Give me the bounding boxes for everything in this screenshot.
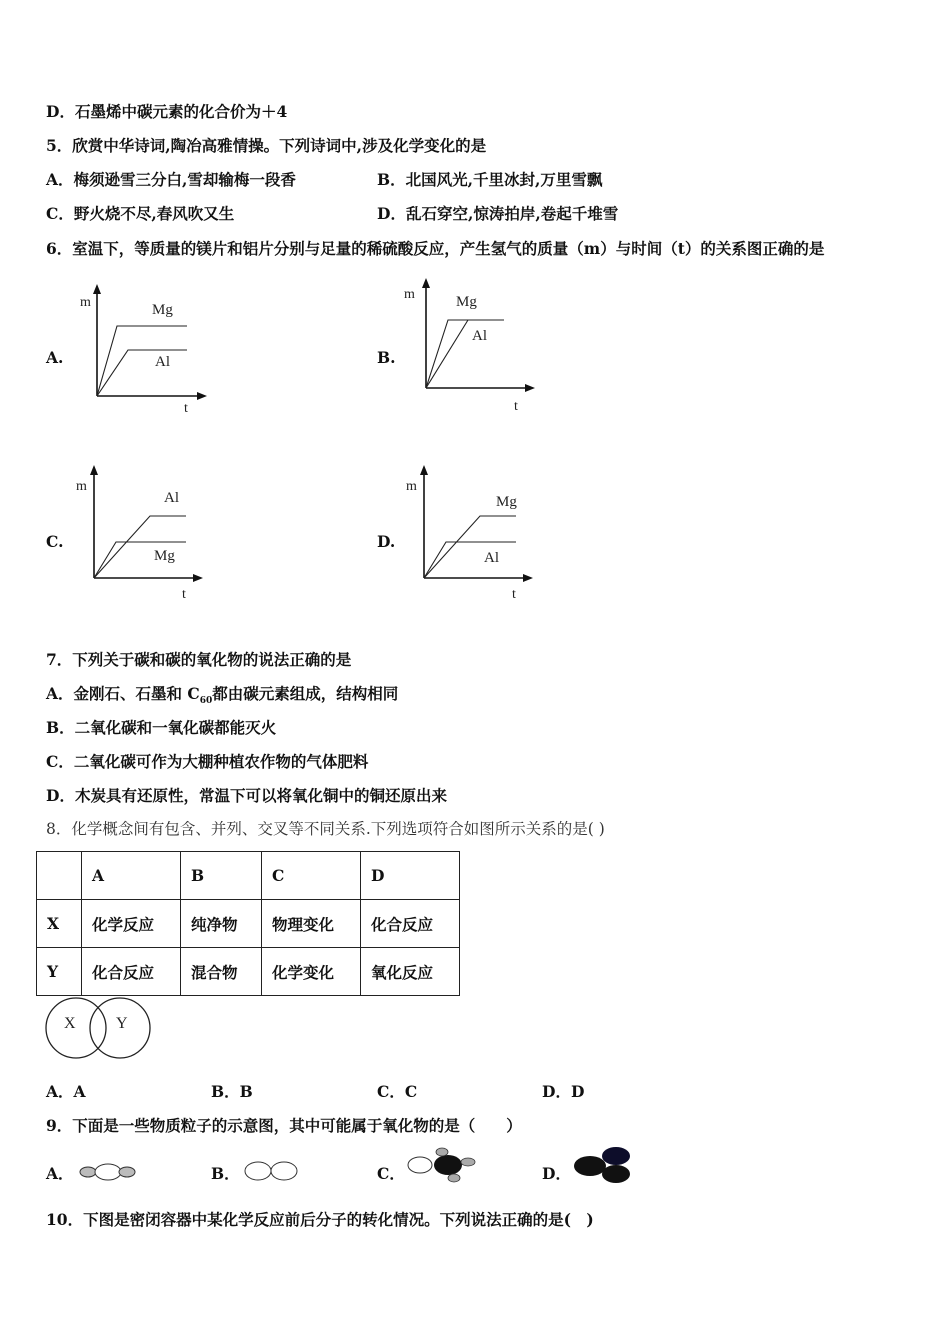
table-cell: 纯净物: [181, 900, 262, 948]
q10-stem: 10．下图是密闭容器中某化学反应前后分子的转化情况。下列说法正确的是( ): [46, 1210, 594, 1229]
q6-label-d: D.: [377, 532, 396, 551]
q8-answer-c: C．C: [377, 1082, 418, 1101]
q9-label-a: A．: [46, 1164, 74, 1183]
table-cell: A: [82, 852, 181, 900]
venn-label-y: Y: [116, 1015, 128, 1032]
q8-stem: 8．化学概念间有包含、并列、交叉等不同关系.下列选项符合如图所示关系的是( ): [46, 820, 605, 838]
curve-label-bottom: Al: [155, 354, 170, 370]
q7-option-b: B．二氧化碳和一氧化碳都能灭火: [46, 718, 277, 737]
table-cell: C: [262, 852, 361, 900]
q9-particle-a: [76, 1158, 140, 1186]
q8-answer-a: A．A: [46, 1082, 86, 1101]
q5-stem: 5．欣赏中华诗词,陶冶高雅情操。下列诗词中,涉及化学变化的是: [46, 136, 487, 155]
curve-label-top: Mg: [496, 494, 517, 510]
q8-answer-d: D．D: [542, 1082, 585, 1101]
table-cell: [37, 852, 82, 900]
axis-y-label: m: [406, 479, 417, 494]
axis-x-label: t: [182, 587, 186, 602]
curve-label-top: Mg: [456, 294, 477, 310]
q8-answer-b: B．B: [211, 1082, 253, 1101]
q5-option-b: B．北国风光,千里冰封,万里雪飘: [377, 170, 603, 189]
q9-label-b: B．: [211, 1164, 240, 1183]
q9-label-c: C．: [377, 1164, 405, 1183]
q9-particle-c: [402, 1146, 482, 1184]
q6-stem: 6．室温下，等质量的镁片和铝片分别与足量的稀硫酸反应，产生氢气的质量（m）与时间（t）的关系图正确的是: [46, 239, 825, 258]
table-cell: B: [181, 852, 262, 900]
table-cell: 化合反应: [361, 900, 460, 948]
axis-y-label: m: [404, 287, 415, 302]
venn-diagram: [40, 992, 160, 1064]
q6-label-b: B.: [377, 348, 396, 367]
table-cell: D: [361, 852, 460, 900]
q7a-text-post: 都由碳元素组成，结构相同: [212, 684, 399, 703]
q4-option-d: D．石墨烯中碳元素的化合价为＋4: [46, 102, 288, 121]
q7-option-a: [46, 684, 398, 711]
q7a-subscript: 60: [199, 696, 213, 707]
table-header-row: [37, 852, 460, 900]
curve-label-bottom: Al: [484, 550, 499, 566]
q5-option-a: A．梅须逊雪三分白,雪却输梅一段香: [46, 170, 296, 189]
q8-table: [36, 851, 460, 996]
q9-label-d: D．: [542, 1164, 571, 1183]
table-row: [37, 900, 460, 948]
q7-option-d: D．木炭具有还原性，常温下可以将氧化铜中的铜还原出来: [46, 786, 447, 805]
q6-graph-a: [70, 282, 220, 422]
q5-option-d: D．乱石穿空,惊涛拍岸,卷起千堆雪: [377, 204, 619, 223]
table-cell: 物理变化: [262, 900, 361, 948]
q9-particle-b: [240, 1156, 304, 1186]
curve-label-bottom: Mg: [154, 548, 175, 564]
q6-label-a: A.: [46, 348, 64, 367]
table-cell: 氧化反应: [361, 948, 460, 996]
q5-option-c: C．野火烧不尽,春风吹又生: [46, 204, 235, 223]
axis-x-label: t: [512, 587, 516, 602]
table-cell: Y: [37, 948, 82, 996]
q7-option-c: C．二氧化碳可作为大棚种植农作物的气体肥料: [46, 752, 369, 771]
q7a-text-pre: A．金刚石、石墨和 C: [46, 684, 200, 703]
curve-label-bottom: Al: [472, 328, 487, 344]
q6-graph-d: [400, 462, 550, 602]
q6-graph-b: [400, 276, 550, 416]
q9-stem: 9．下面是一些物质粒子的示意图，其中可能属于氧化物的是（ ）: [46, 1116, 522, 1135]
venn-label-x: X: [64, 1015, 76, 1032]
axis-x-label: t: [184, 401, 188, 416]
axis-y-label: m: [80, 295, 91, 310]
q7-stem: 7．下列关于碳和碳的氧化物的说法正确的是: [46, 650, 352, 669]
table-cell: 化学反应: [82, 900, 181, 948]
axis-x-label: t: [514, 399, 518, 414]
table-cell: 化合反应: [82, 948, 181, 996]
q6-graph-c: [70, 462, 220, 602]
table-cell: 化学变化: [262, 948, 361, 996]
curve-label-top: Al: [164, 490, 179, 506]
curve-label-top: Mg: [152, 302, 173, 318]
table-cell: 混合物: [181, 948, 262, 996]
q6-label-c: C.: [46, 532, 64, 551]
axis-y-label: m: [76, 479, 87, 494]
table-row: [37, 948, 460, 996]
q9-particle-d: [570, 1146, 638, 1186]
table-cell: X: [37, 900, 82, 948]
